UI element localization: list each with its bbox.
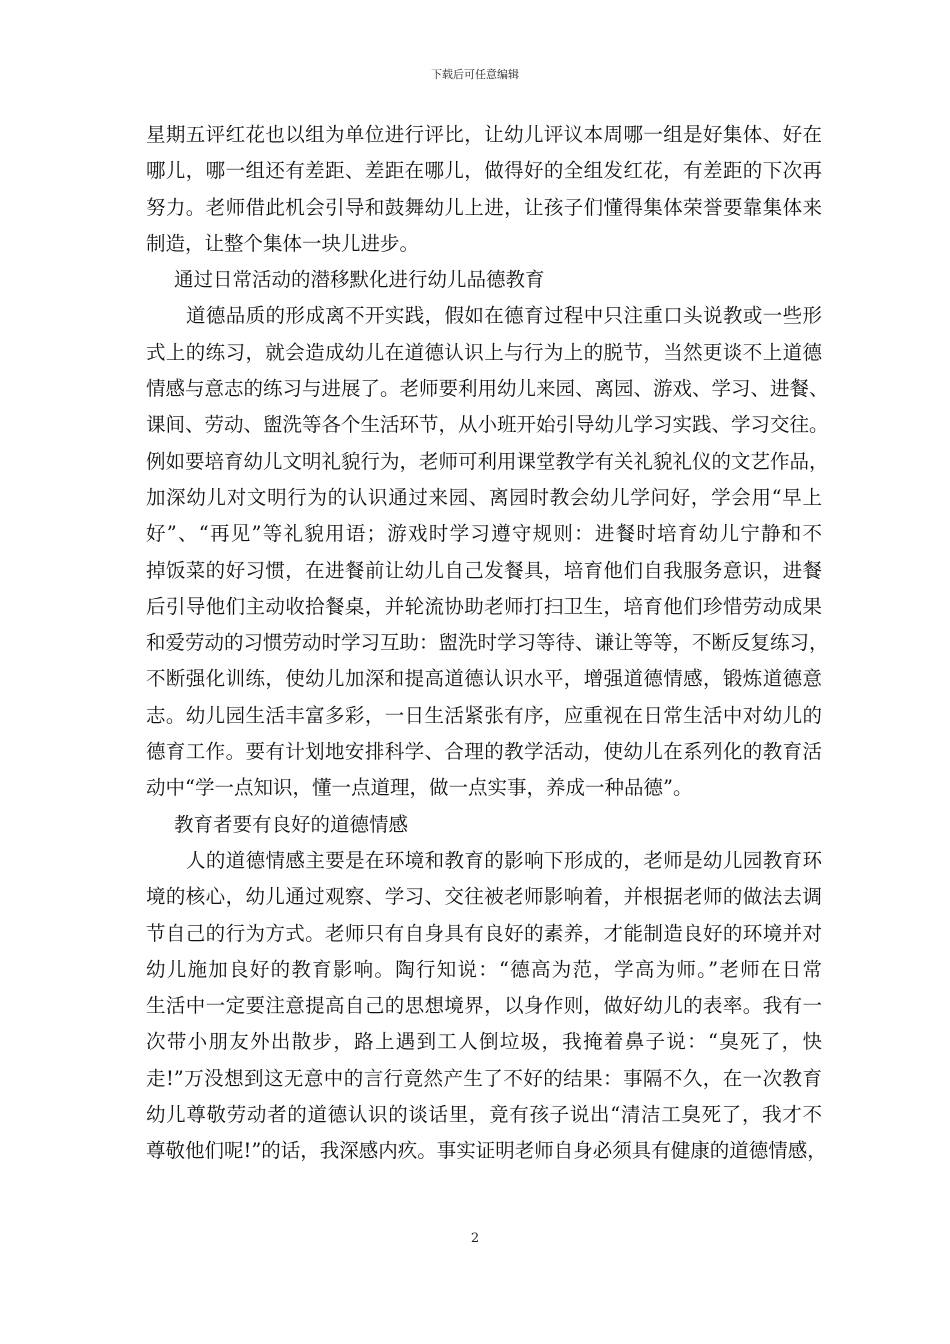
- text-line: 式上的练习，就会造成幼儿在道德认识上与行为上的脱节，当然更谈不上道德: [146, 340, 822, 364]
- text-line: 制造，让整个集体一块儿进步。: [146, 231, 420, 255]
- section-heading-daily-activities: 通过日常活动的潜移默化进行幼儿品德教育: [174, 268, 545, 292]
- paragraph-moral-emotion: [146, 843, 827, 1170]
- text-line: 生活中一定要注意提高自己的思想境界，以身作则，做好幼儿的表率。我有一: [146, 994, 822, 1018]
- text-line: 尊敬他们呢!”的话，我深感内疚。事实证明老师自身必须具有健康的道德情感，: [146, 1139, 827, 1163]
- paragraph-daily-activities: [146, 298, 829, 806]
- text-line: 动中“学一点知识，懂一点道理，做一点实事，养成一种品德”。: [146, 776, 693, 800]
- text-line: 德育工作。要有计划地安排科学、合理的教学活动，使幼儿在系列化的教育活: [146, 740, 822, 764]
- text-line: 星期五评红花也以组为单位进行评比，让幼儿评议本周哪一组是好集体、好在: [146, 123, 822, 146]
- text-line: 道德品质的形成离不开实践，假如在德育过程中只注重口头说教或一些形: [186, 304, 822, 328]
- text-line: 幼儿施加良好的教育影响。陶行知说：“德高为范，学高为师。”老师在日常: [146, 957, 822, 981]
- text-line: 人的道德情感主要是在环境和教育的影响下形成的，老师是幼儿园教育环: [186, 848, 822, 872]
- text-line: 次带小朋友外出散步，路上遇到工人倒垃圾，我掩着鼻子说：“臭死了，快: [146, 1030, 822, 1054]
- text-line: 加深幼儿对文明行为的认识通过来园、离园时教会幼儿学问好，学会用“早上: [146, 485, 822, 509]
- text-line: 例如要培育幼儿文明礼貌行为，老师可利用课堂教学有关礼貌礼仪的文艺作品，: [146, 449, 829, 473]
- text-line: 掉饭菜的好习惯，在进餐前让幼儿自己发餐具，培育他们自我服务意识，进餐: [146, 558, 822, 582]
- text-line: 和爱劳动的习惯劳动时学习互助：盥洗时学习等待、谦让等等，不断反复练习，: [146, 631, 829, 655]
- text-line: 努力。老师借此机会引导和鼓舞幼儿上进，让孩子们懂得集体荣誉要靠集体来: [146, 195, 822, 219]
- page-number: 2: [470, 1231, 480, 1246]
- text-line: 情感与意志的练习与进展了。老师要利用幼儿来园、离园、游戏、学习、进餐、: [146, 377, 829, 401]
- document-body: [146, 117, 829, 1170]
- text-line: 好”、“再见”等礼貌用语；游戏时学习遵守规则：进餐时培育幼儿宁静和不: [146, 522, 822, 546]
- section-heading-moral-emotion: 教育者要有良好的道德情感: [174, 812, 409, 836]
- text-line: 志。幼儿园生活丰富多彩，一日生活紧张有序，应重视在日常生活中对幼儿的: [146, 703, 822, 727]
- paragraph-evaluation: [146, 117, 822, 262]
- text-line: 走!”万没想到这无意中的言行竟然产生了不好的结果：事隔不久，在一次教育: [146, 1066, 822, 1090]
- text-line: 幼儿尊敬劳动者的道德认识的谈话里，竟有孩子说出“清洁工臭死了，我才不: [146, 1103, 822, 1127]
- text-line: 节自己的行为方式。老师只有自身具有良好的素养，才能制造良好的环境并对: [146, 921, 822, 945]
- text-line: 境的核心，幼儿通过观察、学习、交往被老师影响着，并根据老师的做法去调: [146, 885, 822, 909]
- page-header: 下载后可任意编辑: [431, 68, 519, 81]
- text-line: 后引导他们主动收拾餐桌，并轮流协助老师打扫卫生，培育他们珍惜劳动成果: [146, 594, 822, 618]
- text-line: 课间、劳动、盥洗等各个生活环节，从小班开始引导幼儿学习实践、学习交往。: [146, 413, 829, 437]
- text-line: 哪儿，哪一组还有差距、差距在哪儿，做得好的全组发红花，有差距的下次再: [146, 159, 822, 183]
- text-line: 不断强化训练，使幼儿加深和提高道德认识水平，增强道德情感，锻炼道德意: [146, 667, 822, 691]
